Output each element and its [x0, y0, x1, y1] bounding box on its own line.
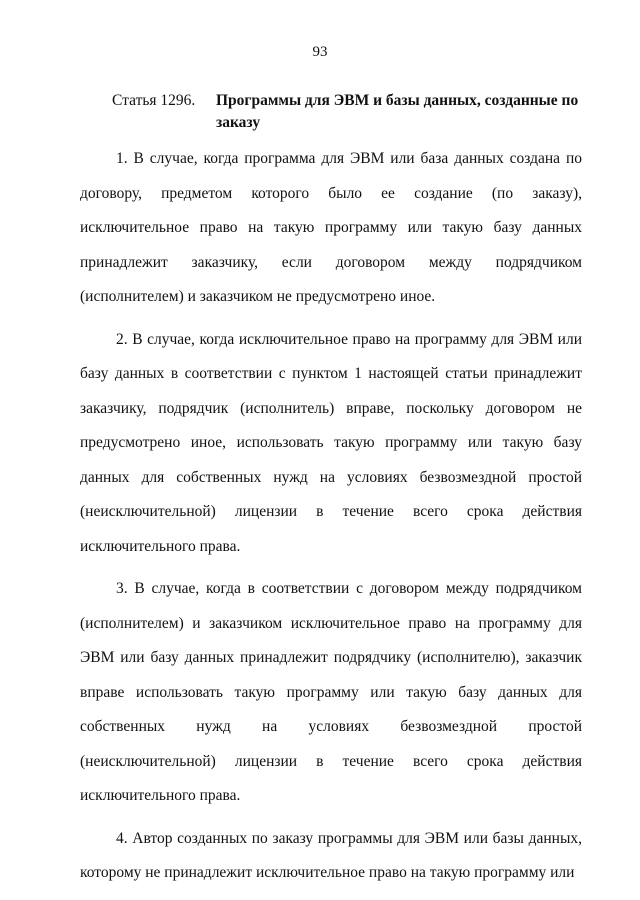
article-heading	[112, 90, 582, 134]
paragraph-2: 2. В случае, когда исключительное право на программу для ЭВМ или базу данных в соответствии с пунктом 1 настоящей статьи принадлежит заказчику, подрядчик (исполнитель) вправе, поскольку договором не предусмотрено иное, использовать такую программу или такую базу данных для собственных нужд на условиях безвозмездной простой (неисключительной) лицензии в течение всего срока действия исключительного права.	[80, 330, 582, 555]
paragraph-1: 1. В случае, когда программа для ЭВМ или база данных создана по договору, предметом которого было ее создание (по заказу), исключительное право на такую программу или такую базу данных принадлежит заказчику, если договором между подрядчиком (исполнителем) и заказчиком не предусмотрено иное.	[80, 150, 582, 305]
article-body	[80, 142, 582, 899]
paragraph-3: 3. В случае, когда в соответствии с договором между подрядчиком (исполнителем) и заказчиком исключительное право на программу для ЭВМ или базу данных принадлежит подрядчику (исполнителю), заказчик вправе использовать такую программу или такую базу данных для собственных нужд на условиях безвозмездной простой (неисключительной) лицензии в течение всего срока действия исключительного права.	[80, 580, 582, 804]
article-title: Программы для ЭВМ и базы данных, созданные по заказу	[216, 92, 579, 131]
paragraph-4: 4. Автор созданных по заказу программы для ЭВМ или базы данных, которому не принадлежит исключительное право на такую программу или	[80, 829, 582, 881]
article-label: Статья 1296.	[112, 92, 196, 109]
page-number: 93	[312, 44, 328, 60]
